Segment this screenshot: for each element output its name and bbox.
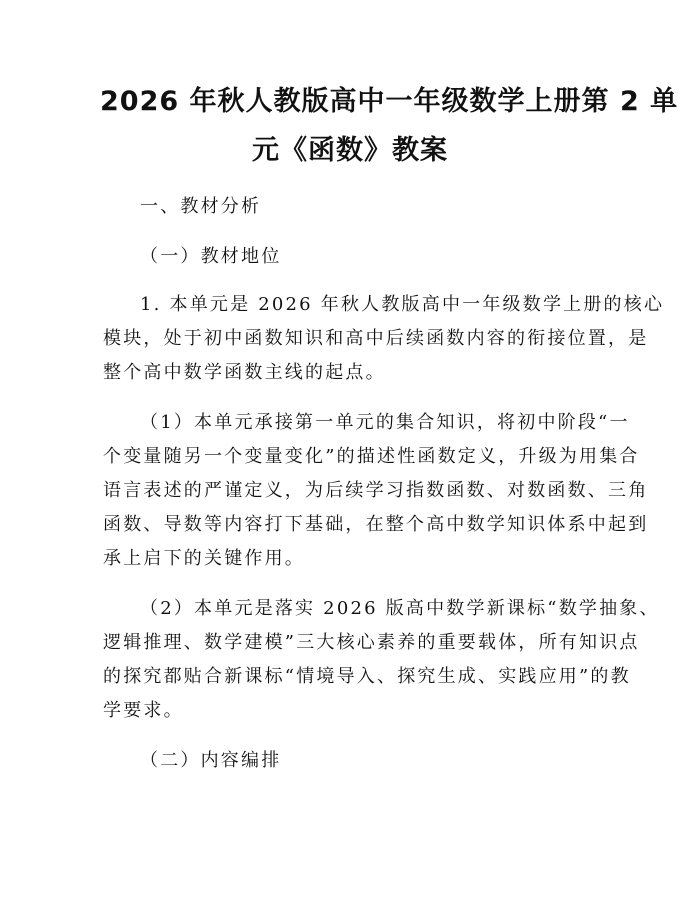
section-heading: 一、教材分析 [140, 196, 262, 217]
document-title-line-1: 2026 年秋人教版高中一年级数学上册第 2 单 [100, 86, 679, 117]
paragraph-line: 承上启下的关键作用。 [103, 548, 305, 569]
paragraph-line: 的探究都贴合新课标“情境导入、探究生成、实践应用”的教 [103, 666, 631, 687]
paragraph-line: 1. 本单元是 2026 年秋人教版高中一年级数学上册的核心 [140, 294, 665, 315]
paragraph-line: （2）本单元是落实 2026 版高中数学新课标“数学抽象、 [140, 598, 660, 619]
paragraph-line: 模块，处于初中函数知识和高中后续函数内容的衔接位置，是 [103, 328, 649, 349]
paragraph-line: 逻辑推理、数学建模”三大核心素养的重要载体，所有知识点 [103, 632, 640, 653]
subsection-heading: （一）教材地位 [140, 246, 282, 267]
paragraph-line: 语言表述的严谨定义，为后续学习指数函数、对数函数、三角 [103, 480, 649, 501]
paragraph-line: 整个高中数学函数主线的起点。 [103, 362, 386, 383]
paragraph-line: 学要求。 [103, 700, 184, 721]
subsection-heading: （二）内容编排 [140, 750, 282, 771]
paragraph-line: 个变量随另一个变量变化”的描述性函数定义，升级为用集合 [103, 446, 640, 467]
paragraph-line: 函数、导数等内容打下基础，在整个高中数学知识体系中起到 [103, 514, 649, 535]
paragraph-line: （1）本单元承接第一单元的集合知识，将初中阶段“一 [140, 412, 630, 433]
document-title-line-2: 元《函数》教案 [252, 135, 448, 166]
